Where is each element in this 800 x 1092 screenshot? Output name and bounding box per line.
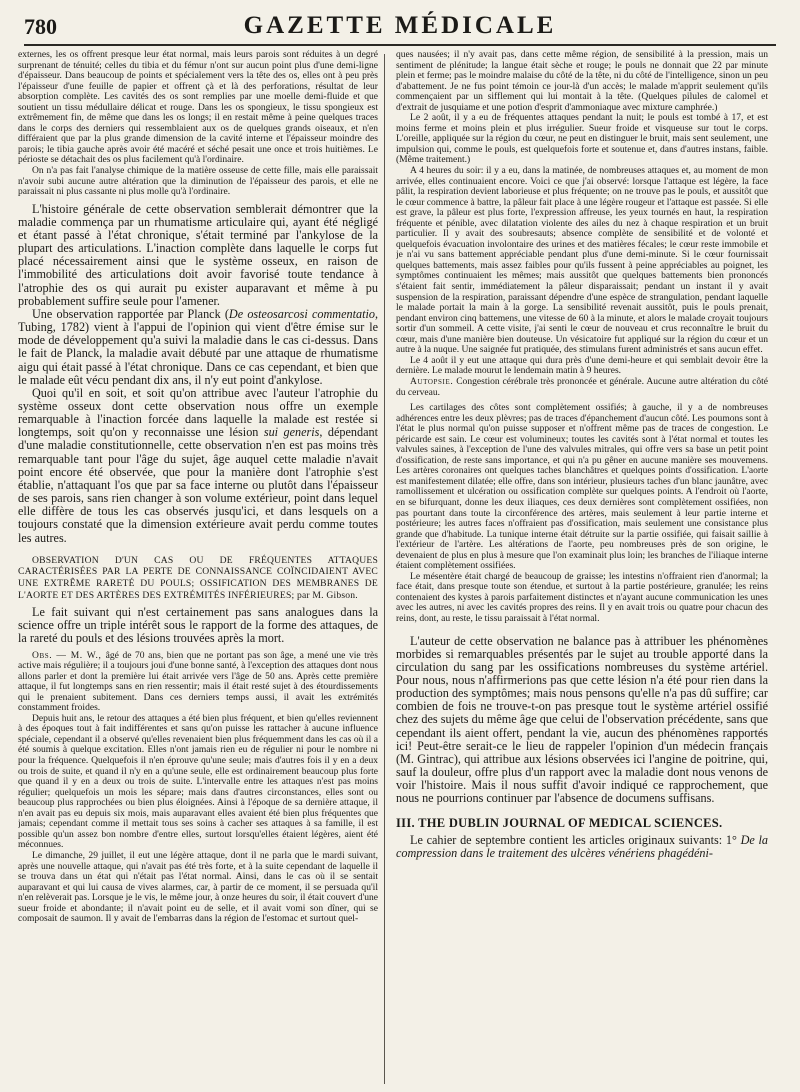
obs-label: Obs. — M. W., [32,649,106,661]
text-run: âgé de 70 ans, bien que ne portant pas son âge, a mené une vie très active mais régulière; il a toujours joui d'une bonne santé, à l'exception des attaques dont nous allons parler et dont la première lui était arrivée vers l'âge de 50 ans. Après cette première attaque, il fut longtemps sans en rien ressentir; mais il était resté sujet à des étourdissements qui le prenaient subitement. Dans ces derniers temps aussi, il avait les extrémités constamment froides. [18,649,378,714]
paragraph: L'auteur de cette observation ne balance pas à attribuer les phénomènes morbides si remarquables présentés par le sujet au trouble apporté dans la circulation du sang par les ossifications nombreuses du système artériel. Pour nous, nous n'affirmerions pas que cette lésion n'a été pour rien dans la production des symptômes; mais nous pensons qu'elle n'a pas dû suffire; car combien de fois ne trouve-t-on pas presque tout le système artériel ossifié chez des sujets du même âge que celui de l'observation précédente, sans que cependant ils aient offert, pendant la vie, aucun des phénomènes rapportés ici! Peut-être serait-ce le lieu de rappeler l'opinion d'un médecin français (M. Gintrac), qui attribue aux lésions observées ici l'angine de poitrine, qui, sauf la douleur, offre plus d'un rapport avec la maladie dont nous venons de voir l'histoire. Mais il nous suffit d'avoir indiqué ce rapprochement, que nous ne pourrions continuer par l'absence de documens suffisans. [396,633,768,806]
page-number: 780 [24,14,57,39]
text-run: , dépendant d'une maladie constitutionnelle, cette observation n'en est pas moins très remarquable tant pour l'âge du sujet, âge auquel cette maladie n'avait point encore été observée, que pour la manière dont l'atrophie s'est établie, n'attaquant l'os que par sa face interne ou plutôt dans l'épaisseur de ses parois, sans rien changer à son volume extérieur, point dans lequel elle diffère de tous les cas observés jusqu'ici, et dans lesquels on a toujours constaté que la dimension extérieure avait perdu comme toutes les autres. [18,425,378,545]
text-run: , Tubing, 1782) vient à l'appui de l'opinion qui vient d'être émise sur le mode de développement qu'a suivi la maladie dans le cas ci-dessus. Dans le fait de Planck, la maladie avait débuté par une attaque de rhumatisme aigu qui était passé à l'état chronique. Dans ce cas cependant, et bien que le malade eût vécu pendant dix ans, il n'y eut point d'ankylose. [18,306,378,387]
book-title: De osteosarcosi commentatio [228,306,375,321]
left-column [18,50,378,1086]
text-run: Quoi qu'il en soit, et soit qu'on attribue avec l'auteur l'atrophie du système osseux dont cette observation nous offre un exemple remarquable à l'inaction forcée dans laquelle la malade est restée si longtemps, soit qu'on y reconnaisse une lésion [18,385,378,440]
italic-term: sui generis [263,425,320,440]
text-run: Une observation rapportée par Planck ( [32,306,229,321]
paragraph [18,651,378,714]
paragraph: Les cartilages des côtes sont complètement ossifiés; à gauche, il y a de nombreuses adhérences entre les deux plèvres; pas de traces d'épanchement d'aucun côté. Les poumons sont à l'état le plus normal qu'on puisse supposer et n'offrent même pas de traces de congestion. Le péricarde est sain. Le cœur est volumineux; toutes les cavités sont à l'état normal et toutes les valvules saines, à l'exception de l'une des valvules mitrales, qui offre vers sa base un petit point d'ossification, de reste sans importance, et qui n'a pu gêner en aucune manière ses mouvemens. Les artères coronaires ont quelques taches blanchâtres et quelques points d'ossification. L'aorte est manifestement dilatée; elle offre, dans son intérieur, plusieurs taches d'un blanc jaunâtre, avec ramollissement et ulcération ou ossification complète sur quelques points. A l'endroit où l'aorte, en se bifurquant, donne les deux iliaques, ces deux dernières sont complètement ossifiées, non pas pourtant dans toute la circonférence des artères, mais seulement à leur partie interne et postérieure; les autres faces n'offraient pas d'ossification, mais seulement une consistance plus grande que d'habitude. La tunique interne était détruite sur la partie ossifiée, qui faisait saillie à l'extérieur de l'artère. Les altérations de l'aorte, peu nombreuses près de son origine, le devenaient de plus en plus à mesure que l'on examinait plus loin; les branches de l'iliaque interne étaient complètement ossifiées. [396,402,768,572]
text-run: Congestion cérébrale très prononcée et générale. Aucune autre altération du côté du cerveau. [396,375,768,398]
spacer [18,545,378,555]
paragraph [396,377,768,398]
paragraph: L'histoire générale de cette observation semblerait démontrer que la maladie commença par un rhumatisme articulaire qui, ayant été négligé et étant passé à l'état chronique, s'était terminé par l'ankylose de la plupart des articulations. L'inaction complète dans laquelle le corps fut placé nécessairement ainsi que le système osseux, en raison de l'immobilité des articulations doit avoir favorisé toute tendance à l'atrophie des os qui aurait pu exister auparavant et même à pu probablement suffire seule pour l'amener. [18,201,378,308]
paragraph: Le 4 août il y eut une attaque qui dura près d'une demi-heure et qui semblait devoir être la dernière. Le malade mourut le lendemain matin à 9 heures. [396,354,768,377]
paragraph: Le dimanche, 29 juillet, il eut une légère attaque, dont il ne parla que le mardi suivant, après une nouvelle attaque, qui n'avait pas été très forte, et à la suite cependant de laquelle il se trouva dans un état qui n'était pas l'état normal. Ainsi, dans le cas où il se sentait auparavant et qui lui causa de vives alarmes, car, à partir de ce moment, il se persuada qu'il n'en relèverait pas. Lorsque je le vis, le même jour, à onze heures du soir, il était couvert d'une sueur froide et abondante; il n'avait point eu de selle, et il avait vomi son dîner, qui se composait de saumon. Il y avait de l'embarras dans la région de l'estomac et surtout quel- [18,849,378,925]
paragraph: Le mésentère était chargé de beaucoup de graisse; les intestins n'offraient rien d'anormal; la face était, dans presque toute son étendue, et surtout à la partie postérieure, granulée; les reins contenaient des kystes à parois parfaitement distinctes et n'ayant aucune communication les unes avec les autres, ni avec les cavités propres des reins. Il y en avait trois ou quatre pour chacun des reins, dont, au reste, le tissu paraissait à l'état normal. [396,570,768,624]
journal-title: GAZETTE MÉDICALE [243,12,557,39]
case-title-text: OBSERVATION D'UN CAS OU DE FRÉQUENTES ATTAQUES CARACTÉRISÉES PAR LA PERTE DE CONNAISSANCE COÏNCIDAIENT AVEC UNE EXTRÊME RARETÉ DU POULS; OSSIFICATION DES MEMBRANES DE L'AORTE ET DES ARTÈRES DES EXTRÉMITÉS INFÉRIEURES; [18,554,378,601]
paragraph: Le 2 août, il y a eu de fréquentes attaques pendant la nuit; le pouls est tombé à 17, et est moins ferme et moins plein et plus irrégulier. Sueur froide et visqueuse sur tout le corps. L'oreille, appliquée sur la région du cœur, ne peut en distinguer le bruit, mais sent seulement, une impulsion qui, comme le pouls, est quelquefois forte et soutenue et, dans d'autres instans, faible. (Même traitement.) [396,112,768,166]
paragraph: Depuis huit ans, le retour des attaques a été bien plus fréquent, et bien qu'elles reviennent à des époques tout à fait indifférentes et sans qu'on puisse les rattacher à aucune influence spéciale, cependant il a observé qu'elles revenaient bien plus fréquemment dans les cas où il a été soumis à quelque excitation. Elles n'ont jamais rien eu de régulier ni pour le nombre ni pour la fréquence. Quelquefois il n'en éprouve qu'une seule; mais d'autres fois il y en a deux ou trois de suite, et quand il n'y en a qu'une seule, elle est ordinairement beaucoup plus forte que quand il y en a deux ou trois de suite. L'intervalle entre les attaques n'est pas moins régulier; quelquefois un mois les sépare; mais dans d'autres circonstances, elles sont ou beaucoup plus rapprochées ou bien plus éloignées. Ainsi à l'époque de sa dernière attaque, il n'en avait pas eu depuis six mois, mais auparavant elles avaient été bien plus fréquentes que jamais; cependant comme il mettait tous ses soins à cacher ses attaques à sa famille, il est possible qu'un assez bon nombre d'entre elles, surtout lorsqu'elles étaient légères, aient été méconnues. [18,712,378,851]
case-author: par M. Gibson. [294,589,358,601]
paragraph: Le fait suivant qui n'est certainement pas sans analogues dans la science offre un triple intérêt sous le rapport de la forme des attaques, de la rareté du pouls et des lésions trouvées après la mort. [18,605,378,646]
case-title [18,555,378,601]
paragraph [18,387,378,545]
column-divider [384,54,385,1084]
page-header [24,10,776,46]
paragraph: On n'a pas fait l'analyse chimique de la matière osseuse de cette fille, mais elle paraissait n'avoir subi aucune autre altération que la diminution de l'épaisseur des parois, et elle ne paraissait ni plus cassante ni plus molle qu'à l'ordinaire. [18,165,378,198]
article-title: De la compression dans le traitement des ulcères vénériens phagédéni- [396,832,768,860]
spacer [396,806,768,816]
section-heading: III. THE DUBLIN JOURNAL OF MEDICAL SCIENCES. [396,815,723,830]
paragraph: A 4 heures du soir: il y a eu, dans la matinée, de nombreuses attaques et, au moment de mon arrivée, elles continuaient encore. Voici ce que j'ai observé: lorsque l'attaque est légère, la face pâlit, la respiration devient laborieuse et plus fréquente; on ne trouve pas le pouls, et aussitôt que le cœur commence à battre, la pâleur fait place à une légère rougeur et l'attaque est passée. Si elle est grave, la pâleur est plus forte, l'expression affreuse, les yeux tournés en haut, la respiration fréquente et pénible, avec dilatation violente des ailes du nez à chaque respiration et un bruit particulier. Il y avait des soubresauts; absence complète de sensibilité et de volonté et quelquefois évacuation involontaire des urines et des matières fécales; le cœur reste immobile et je n'ai vu sans battement appréciable pendant plus d'une demi-minute. Si le cœur fournissait quelques battements, mais assez faibles pour qu'ils fussent à peine appréciables au poignet, les symptômes continuaient les mêmes; mais aussitôt que quelques battements bien prononcés s'étaient fait sentir, immédiatement la pâleur disparaissait; pendant un instant il y avait suspension de la respiration, paraissant dépendre d'une espèce de strangulation, pendant laquelle le malade portait la main à la gorge. La sensibilité revenait aussitôt, puis le pouls prenait, pendant environ cinq battemens, une vitesse de 60 à la minute, et alors le malade croyait toujours sortir d'un sommeil. A cette visite, j'ai senti le cœur de nouveau et crus reconnaître le bruit du cœur, mais d'une manière bien douteuse. Un vésicatoire fut appliqué sur la région du cœur et un autre à la nuque. Une saignée fut pratiquée, des stimulans furent administrés et sans aucun effet. [396,165,768,356]
paragraph [18,308,378,387]
autopsy-label: Autopsie. [410,375,454,387]
paragraph: externes, les os offrent presque leur état normal, mais leurs parois sont réduites à un degré surprenant de ténuité; celles du tibia et du fémur n'ont sur aucun point plus d'une demi-ligne d'épaisseur. Dans beaucoup de points et spécialement vers la tête des os, elles ont à peu près l'épaisseur d'une feuille de papier et offrent çà et là des perforations, résultat de leur absorption complète. Les cavités des os sont remplies par une moelle demi-fluide et que soutient un tissu médullaire délicat et rouge. Dans les os spongieux, le tissu spongieux est extrêmement fin, de même que dans les os longs; il en restait même à peine quelques traces dans le corps des derniers qui ressemblaient aux os de quelques grands oiseaux, et n'en différaient que par la plus grande dimension de la cavité interne et l'épaisseur moindre des parois; le tibia gauche après avoir été macéré et séché pesait une once et trois huitièmes. Le périoste se détachait des os plus facilement qu'à l'ordinaire. [18,50,378,166]
paragraph [396,834,768,860]
text-run: Le cahier de septembre contient les articles originaux suivants: 1° [410,832,741,847]
right-column [396,50,768,1086]
paragraph: ques nausées; il n'y avait pas, dans cette même région, de sensibilité à la pression, mais un sentiment de plénitude; la langue était sèche et rouge; le pouls ne donnait que 22 par minute plein et ferme; pas le moindre malaise du côté de la tête, ni du côté de l'intelligence, sinon un peu d'abattement. Je ne fus point témoin ce jour-là d'un accès; le malade m'apprit seulement qu'ils commençaient par un sifflement qui lui montait à la tête. (Quelques pilules de calomel et d'extrait de jusquiame et une potion d'esprit d'ammoniaque avec mixture camphrée.) [396,50,768,113]
